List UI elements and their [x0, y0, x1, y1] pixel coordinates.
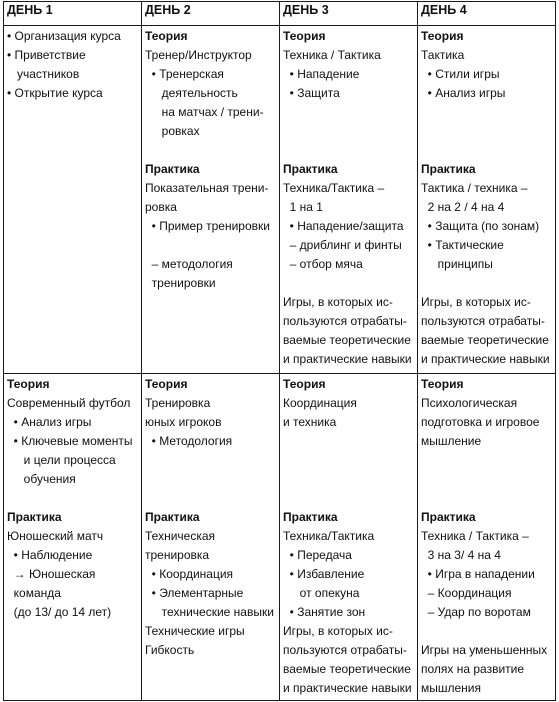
cell-line: деятельность — [145, 86, 238, 100]
cell-line: Юношеский матч — [7, 529, 104, 543]
section-title: Теория — [421, 377, 464, 391]
cell-line: и техника — [283, 415, 337, 429]
cell-line: ровках — [145, 124, 200, 138]
section-title: Практика — [421, 510, 476, 524]
cell-line: • Ключевые моменты — [7, 434, 133, 448]
section-title: Практика — [421, 162, 476, 176]
spacer — [7, 489, 138, 508]
cell-line: 1 на 1 — [283, 200, 323, 214]
cell-line: Тактика / техника – — [421, 181, 528, 195]
cell-line: Игры на уменьшенных — [421, 643, 548, 657]
day-1-session-2 — [4, 374, 142, 701]
cell-line: (до 13/ до 14 лет) — [7, 605, 112, 619]
section-title: Практика — [145, 162, 200, 176]
cell-line: • Игра в нападении — [421, 567, 535, 581]
cell-line: Тактика — [421, 48, 465, 62]
cell-line: • Защита — [283, 86, 340, 100]
cell-line: • Координация — [145, 567, 234, 581]
cell-line: ровка — [145, 200, 177, 214]
cell-line: • Занятие зон — [283, 605, 366, 619]
cell-line: • Пример тренировки — [145, 219, 270, 233]
cell-line: • Защита (по зонам) — [421, 219, 540, 233]
spacer — [283, 451, 414, 470]
cell-line: пользуются отрабаты- — [421, 314, 545, 328]
cell-line: • Приветствие — [7, 48, 86, 62]
cell-line: мышление — [421, 434, 482, 448]
cell-line: • Анализ игры — [421, 86, 506, 100]
cell-line: • Элементарные — [145, 586, 244, 600]
day-2-session-2 — [142, 374, 280, 701]
cell-line: Тренировка — [145, 396, 211, 410]
cell-line: мышления — [421, 681, 482, 695]
cell-line: Игры, в которых ис- — [421, 295, 531, 309]
cell-line: полях на развитие — [421, 662, 525, 676]
session-row-2 — [4, 374, 556, 701]
section-title: Теория — [421, 29, 464, 43]
cell-line: пользуются отрабаты- — [283, 314, 407, 328]
cell-line: • Наблюдение — [7, 548, 93, 562]
cell-line: команда — [7, 586, 61, 600]
cell-line: ваемые теоретические — [283, 662, 411, 676]
section-title: Практика — [283, 162, 338, 176]
spacer — [421, 489, 552, 508]
cell-line: Гибкость — [145, 643, 195, 657]
cell-line: участников — [7, 67, 80, 81]
cell-line: принципы — [421, 257, 493, 271]
cell-line: 2 на 2 / 4 на 4 — [421, 200, 505, 214]
spacer — [283, 103, 414, 122]
cell-line: Показательная трени- — [145, 181, 269, 195]
section-title: Теория — [145, 377, 188, 391]
spacer — [145, 141, 276, 160]
spacer — [145, 489, 276, 508]
cell-line: подготовка и игровое — [421, 415, 540, 429]
cell-line: • Стили игры — [421, 67, 500, 81]
cell-line: Технические игры — [145, 624, 245, 638]
cell-line: Техническая — [145, 529, 216, 543]
section-title: Теория — [283, 29, 326, 43]
cell-line: и цели процесса — [7, 453, 116, 467]
section-title: Практика — [145, 510, 200, 524]
spacer — [421, 622, 552, 641]
spacer — [283, 432, 414, 451]
cell-line: Тренер/Инструктор — [145, 48, 252, 62]
spacer — [421, 451, 552, 470]
spacer — [145, 470, 276, 489]
cell-line: – дриблинг и финты — [283, 238, 402, 252]
cell-line: на матчах / трени- — [145, 105, 264, 119]
cell-line: от опекуна — [283, 586, 360, 600]
cell-line: тренировка — [145, 548, 210, 562]
cell-line: • Нападение — [283, 67, 360, 81]
cell-line: – отбор мяча — [283, 257, 363, 271]
spacer — [283, 489, 414, 508]
section-title: Практика — [7, 510, 62, 524]
day-1-session-1 — [4, 26, 142, 374]
day-header-row — [4, 2, 556, 26]
cell-line: Техника/Тактика — [283, 529, 375, 543]
day-4-session-2 — [418, 374, 556, 701]
day-1-header: ДЕНЬ 1 — [4, 2, 142, 26]
cell-line: тренировки — [145, 276, 216, 290]
spacer — [283, 470, 414, 489]
cell-line: Современный футбол — [7, 396, 131, 410]
cell-line: Игры, в которых ис- — [283, 295, 393, 309]
cell-line: → Юношеская — [7, 567, 96, 581]
cell-line: и практические навыки — [421, 352, 550, 366]
spacer — [145, 236, 276, 255]
spacer — [421, 470, 552, 489]
course-schedule-table — [3, 1, 556, 701]
day-4-header: ДЕНЬ 4 — [418, 2, 556, 26]
cell-line: Координация — [283, 396, 357, 410]
cell-line: • Методология — [145, 434, 233, 448]
cell-line: • Нападение/защита — [283, 219, 404, 233]
cell-line: и практические навыки — [283, 681, 412, 695]
day-4-session-1 — [418, 26, 556, 374]
section-title: Практика — [283, 510, 338, 524]
cell-line: • Открытие курса — [7, 86, 103, 100]
day-3-session-1 — [280, 26, 418, 374]
cell-line: технические навыки — [145, 605, 274, 619]
cell-line: Техника / Тактика — [283, 48, 381, 62]
cell-line: и практические навыки — [283, 352, 412, 366]
spacer — [421, 274, 552, 293]
day-2-header: ДЕНЬ 2 — [142, 2, 280, 26]
cell-line: обучения — [7, 472, 76, 486]
spacer — [283, 122, 414, 141]
cell-line: – методология — [145, 257, 233, 271]
session-row-1 — [4, 26, 556, 374]
spacer — [421, 103, 552, 122]
cell-line: ваемые теоретические — [283, 333, 411, 347]
day-3-header: ДЕНЬ 3 — [280, 2, 418, 26]
cell-line: • Организация курса — [7, 29, 121, 43]
spacer — [421, 122, 552, 141]
cell-line: • Избавление — [283, 567, 365, 581]
spacer — [421, 141, 552, 160]
cell-line: • Тактические — [421, 238, 504, 252]
cell-line: – Координация — [421, 586, 512, 600]
cell-line: – Удар по воротам — [421, 605, 531, 619]
cell-line: 3 на 3/ 4 на 4 — [421, 548, 501, 562]
cell-line: Техника/Тактика – — [283, 181, 385, 195]
section-title: Теория — [7, 377, 50, 391]
cell-line: юных игроков — [145, 415, 222, 429]
spacer — [145, 451, 276, 470]
section-title: Теория — [145, 29, 188, 43]
day-3-session-2 — [280, 374, 418, 701]
cell-line: • Тренерская — [145, 67, 224, 81]
cell-line: Игры, в которых ис- — [283, 624, 393, 638]
cell-line: пользуются отрабаты- — [283, 643, 407, 657]
section-title: Теория — [283, 377, 326, 391]
cell-line: • Передача — [283, 548, 352, 562]
cell-line: • Анализ игры — [7, 415, 92, 429]
day-2-session-1 — [142, 26, 280, 374]
cell-line: Психологическая — [421, 396, 518, 410]
cell-line: ваемые теоретические — [421, 333, 549, 347]
spacer — [283, 274, 414, 293]
spacer — [283, 141, 414, 160]
cell-line: Техника / Тактика – — [421, 529, 529, 543]
